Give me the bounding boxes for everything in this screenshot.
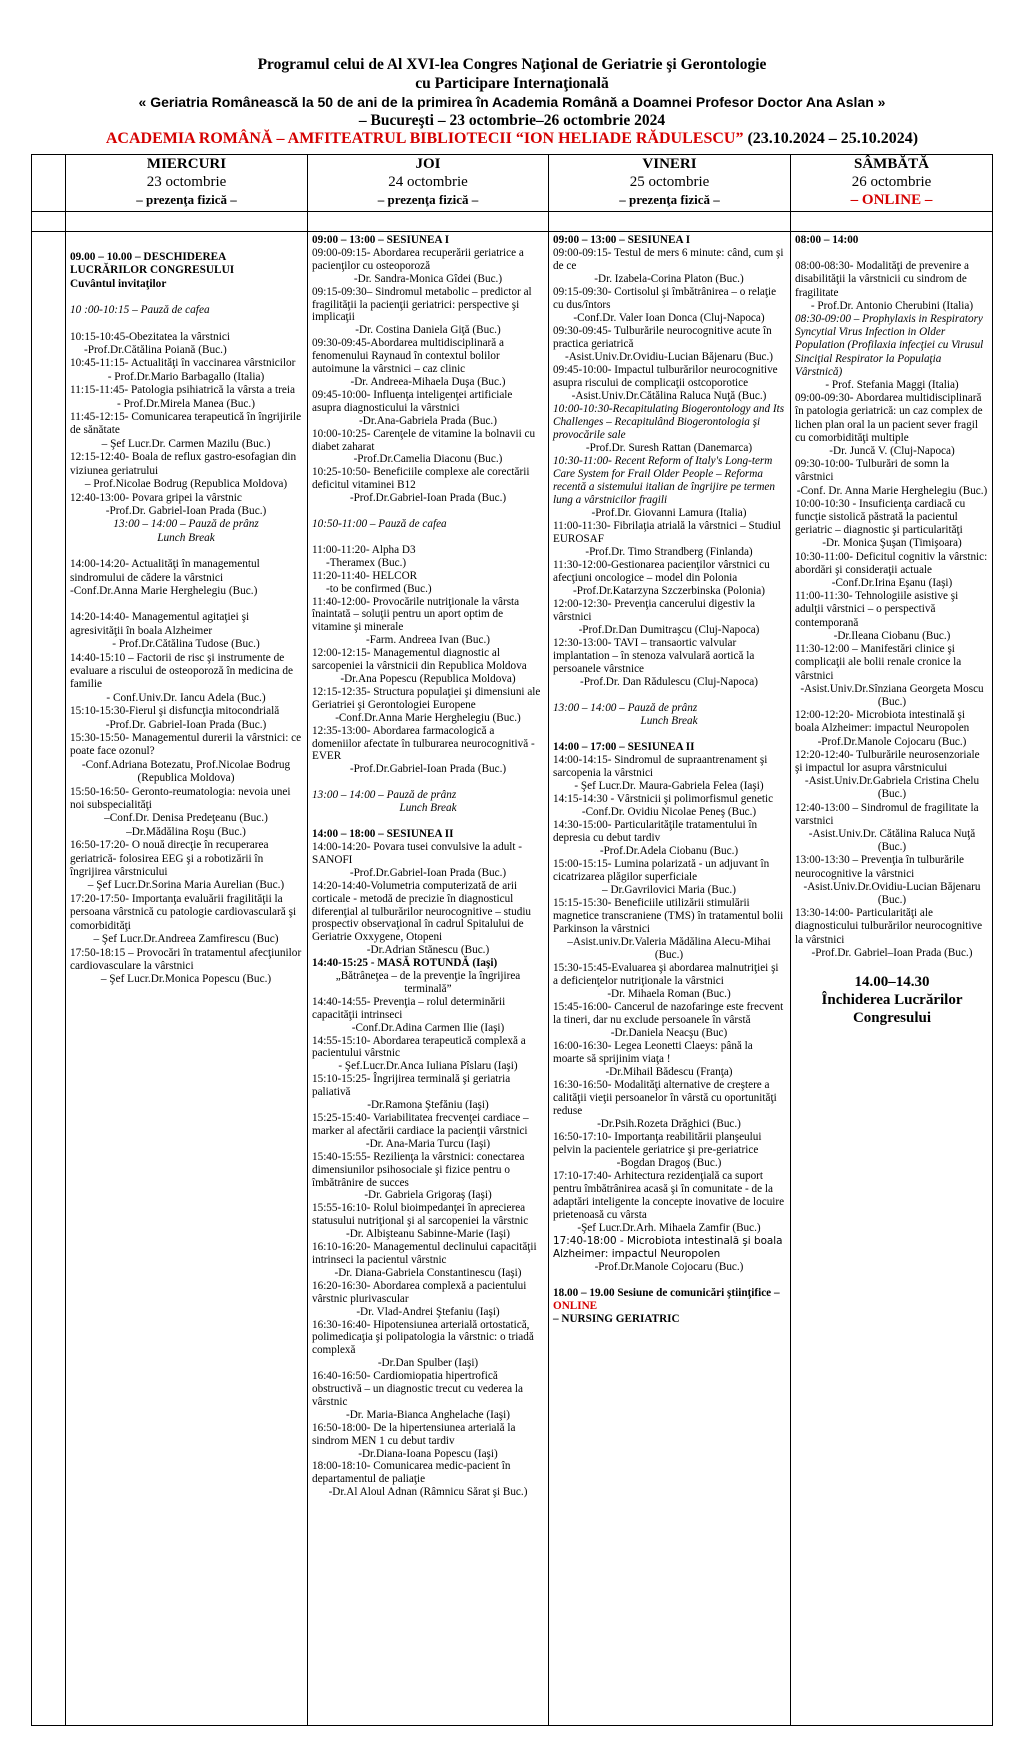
program-line: -Dr. Costina Daniela Giţă (Buc.) bbox=[355, 324, 501, 337]
program-line: 11:15-11:45- Patologia psihiatrică la vârsta a treia bbox=[70, 384, 296, 397]
program-line: -Conf.Dr.Irina Eşanu (Iaşi) bbox=[831, 577, 953, 590]
program-line: -Bogdan Dragoş (Buc.) bbox=[616, 1157, 722, 1169]
program-line: -to be confirmed (Buc.) bbox=[326, 582, 432, 595]
program-line: 15:15-15:30- Beneficiile utilizării stimulării magnetice transcraniene (TMS) în tratamentul bolii Parkinson la vârstnici bbox=[553, 897, 784, 935]
program-line: – NURSING GERIATRIC bbox=[553, 1313, 680, 1325]
program-line: – Prof.Nicolae Bodrug (Republica Moldova) bbox=[84, 478, 288, 491]
thursday-program bbox=[312, 234, 544, 1499]
program-line: – Şef Lucr.Dr.Monica Popescu (Buc.) bbox=[100, 973, 272, 986]
program-line: -Dr.Daniela Neacşu (Buc) bbox=[610, 1027, 728, 1039]
program-line: -Dr. Izabela-Corina Platon (Buc.) bbox=[594, 273, 744, 285]
program-table bbox=[31, 154, 993, 1726]
program-line: 14:00-14:20- Actualităţi în managementul sindromului de cădere la vârstnici bbox=[70, 558, 260, 584]
title-line-3: « Geriatria Românească la 50 de ani de la primirea în Academia Română a Doamnei Profesor Doctor Ana Aslan » bbox=[138, 94, 886, 110]
program-line: 09:30-09:45-Abordarea multidisciplinară a fenomenului Raynaud în contextul bolilor autoimune la vârstnici – caz clinic bbox=[312, 337, 504, 376]
venue-dates: (23.10.2024 – 25.10.2024) bbox=[743, 130, 919, 147]
program-line: 11:30-12:00 – Manifestări clinice şi complicaţii ale bolii renale cronice la vârstnici bbox=[795, 643, 962, 682]
program-line: -Prof.Dr.Cătălina Poiană (Buc.) bbox=[84, 344, 227, 357]
day-header-saturday: SÂMBĂTĂ 26 octombrie – ONLINE – bbox=[850, 156, 933, 208]
program-line: 10:30-11:00- Deficitul cognitiv la vârstnic: abordări şi consideraţii actuale bbox=[795, 550, 988, 576]
program-line: 17:10-17:40- Arhitectura rezidenţială ca suport pentru îmbătrânirea acasă şi în comunitate - de la adaptări inteligente la concepte inovative de locuire prietenoasă cu vârsta bbox=[553, 1170, 785, 1221]
program-line: 10:50-11:00 – Pauză de cafea bbox=[312, 518, 447, 531]
program-line: 12:40-13:00- Povara gripei la vârstnic bbox=[70, 491, 242, 504]
program-line: 10:00-10:25- Carenţele de vitamine la bolnavii cu diabet zaharat bbox=[312, 427, 536, 453]
program-line: -Prof.Dr.Manole Cojocaru (Buc.) bbox=[817, 735, 967, 748]
program-line: 09:15-09:30– Sindromul metabolic – predictor al fragilităţii la pacienţii geriatrici: perspective şi implicaţii bbox=[312, 285, 532, 324]
program-line: 16:20-16:30- Abordarea complexă a pacientului vârstnic plurivascular bbox=[312, 1279, 527, 1305]
program-line: -Prof.Dr.Dan Dumitraşcu (Cluj-Napoca) bbox=[578, 624, 760, 636]
program-line: -Conf.Adriana Botezatu, Prof.Nicolae Bodrug (Republica Moldova) bbox=[81, 758, 291, 785]
program-line: - Prof.Dr.Mario Barbagallo (Italia) bbox=[107, 370, 265, 383]
program-line: -Dr. Monica Şuşan (Timişoara) bbox=[822, 537, 962, 550]
program-line: -Farm. Andreea Ivan (Buc.) bbox=[366, 634, 490, 647]
program-line: -Dr.Ramona Ştefăniu (Iaşi) bbox=[367, 1099, 489, 1112]
program-line: 10:25-10:50- Beneficiile complexe ale corectării deficitul vitaminei B12 bbox=[312, 466, 530, 492]
program-line: –Asist.univ.Dr.Valeria Mădălina Alecu-Mihai (Buc.) bbox=[567, 936, 771, 961]
program-line: - Conf.Univ.Dr. Iancu Adela (Buc.) bbox=[106, 691, 266, 704]
program-line: 12:00-12:30- Prevenţia cancerului digestiv la vârstnici bbox=[553, 598, 755, 623]
program-line: 09.00 – 10.00 – DESCHIDEREA LUCRĂRILOR CONGRESULUI bbox=[70, 251, 235, 277]
program-line: 15:30-15:50- Managementul durerii la vârstnici: ce poate face ozonul? bbox=[70, 732, 302, 758]
page-header bbox=[0, 56, 1024, 149]
program-line: 12:00-12:15- Managementul diagnostic al sarcopeniei la vârstnicii din Republica Moldova bbox=[312, 647, 527, 673]
program-line: 16:30-16:50- Modalităţi alternative de creştere a calităţii vieţii persoanelor în vârstă cu oportunităţi reduse bbox=[553, 1079, 777, 1117]
program-line: 15:25-15:40- Variabilitatea frecvenţei cardiace – marker al afectării cardiace la pacienţii vârstnici bbox=[312, 1112, 529, 1137]
program-line: 11:20-11:40- HELCOR bbox=[312, 569, 418, 582]
program-line: -Dr.Diana-Ioana Popescu (Iaşi) bbox=[358, 1447, 498, 1460]
friday-program bbox=[553, 234, 785, 1326]
day-header-friday: VINERI 25 octombrie – prezenţa fizică – bbox=[619, 156, 720, 207]
column-divider bbox=[307, 155, 308, 1725]
program-line: -Conf.Dr.Adina Carmen Ilie (Iaşi) bbox=[351, 1021, 505, 1034]
program-line: -Conf.Dr. Valer Ioan Donca (Cluj-Napoca) bbox=[573, 312, 765, 324]
program-line: -Dr.Mihail Bădescu (Franţa) bbox=[605, 1066, 733, 1078]
day-header-thursday: JOI 24 octombrie – prezenţa fizică – bbox=[377, 156, 479, 207]
program-line: 09:00-09:15- Testul de mers 6 minute: când, cum şi de ce bbox=[553, 247, 784, 272]
program-line: -Asist.Univ.Dr.Ovidiu-Lucian Băjenaru (Buc.) bbox=[803, 880, 981, 906]
column-divider bbox=[65, 155, 66, 1725]
program-line: 17:40-18:00 - Microbiota intestinală şi boala Alzheimer: impactul Neuropolen bbox=[553, 1235, 783, 1260]
program-line: -Theramex (Buc.) bbox=[326, 556, 407, 569]
program-line: -Prof.Dr. Suresh Rattan (Danemarca) bbox=[585, 442, 753, 454]
program-line: –Conf.Dr. Denisa Predeţeanu (Buc.) bbox=[104, 812, 268, 825]
program-line: 08:00 – 14:00 bbox=[795, 234, 859, 246]
program-line: 10:30-11:00- Recent Reform of Italy's Long-term Care System for Frail Older People – Reforma recentă a sistemului italian de îngrijire pe termen lung a vârstnicilor fragili bbox=[553, 455, 775, 506]
program-line: -Dr. Andreea-Mihaela Duşa (Buc.) bbox=[350, 375, 506, 388]
program-line: -Dr. Maria-Bianca Anghelache (Iaşi) bbox=[345, 1408, 510, 1421]
program-line: -Şef Lucr.Dr.Arh. Mihaela Zamfir (Buc.) bbox=[577, 1222, 761, 1234]
program-line: -Dr.Adrian Stănescu (Buc.) bbox=[366, 944, 490, 957]
program-line: - Şef Lucr.Dr. Maura-Gabriela Felea (Iaşi) bbox=[574, 780, 764, 792]
title-line-1: Programul celui de Al XVI-lea Congres Naţional de Geriatrie şi Gerontologie bbox=[257, 56, 767, 73]
program-line: – Şef Lucr.Dr.Sorina Maria Aurelian (Buc.) bbox=[87, 879, 285, 892]
program-line: -Dr. Vlad-Andrei Ştefaniu (Iaşi) bbox=[356, 1305, 500, 1318]
program-line: 12:15-12:35- Structura populaţiei şi dimensiuni ale Geriatriei şi Gerontologiei Europene bbox=[312, 685, 541, 711]
title-line-2: cu Participare Internaţională bbox=[415, 74, 609, 92]
program-line: -Conf.Dr.Anna Marie Herghelegiu (Buc.) bbox=[70, 584, 258, 597]
program-line: -Dr. Mihaela Roman (Buc.) bbox=[607, 988, 731, 1000]
program-line: - Prof. Stefania Maggi (Italia) bbox=[825, 379, 959, 392]
program-line: 12:20-12:40- Tulburările neurosenzoriale şi impactul lor asupra vârstnicului bbox=[795, 748, 980, 774]
program-line: 15:00-15:15- Lumina polarizată - un adjuvant în cicatrizarea plăgilor superficiale bbox=[553, 858, 770, 883]
program-line: 16:30-16:40- Hipotensiunea arterială ortostatică, polimedicaţia şi polipatologia la vârstnic: o triadă complexă bbox=[312, 1318, 534, 1357]
program-line: 13:00 – 14:00 – Pauză de prânz bbox=[113, 518, 259, 531]
program-line: -Prof.Dr.Gabriel-Ioan Prada (Buc.) bbox=[349, 866, 507, 879]
program-line: 16:50-17:20- O nouă direcţie în recuperarea geriatrică- folosirea EEG şi a robotizării în îngrijirea vârstnicului bbox=[70, 839, 269, 879]
program-line: 18:00-18:10- Comunicarea medic-pacient în departamentul de paliaţie bbox=[312, 1460, 511, 1486]
program-line: -Conf.Dr. Ovidiu Nicolae Peneş (Buc.) bbox=[581, 806, 757, 818]
closing-time: 14.00–14.30 bbox=[854, 973, 930, 990]
program-line: -Asist.Univ.Dr.Ovidiu-Lucian Băjenaru (Buc.) bbox=[564, 351, 774, 363]
program-line: - Prof.Dr.Mirela Manea (Buc.) bbox=[116, 397, 256, 410]
program-line: 14:40-15:10 – Factorii de risc şi instrumente de evaluare a riscului de osteoporoză în medicina de familie bbox=[70, 651, 294, 691]
program-line: 09:00 – 13:00 – SESIUNEA I bbox=[553, 234, 691, 246]
program-line: 16:40-16:50- Cardiomiopatia hipertrofică obstructivă – un diagnostic trecut cu vederea la vârstnic bbox=[312, 1370, 523, 1408]
program-line: 13:00 – 14:00 – Pauză de prânz bbox=[312, 789, 457, 802]
program-line: Lunch Break bbox=[640, 715, 698, 727]
program-line: 15:55-16:10- Rolul bioimpedanţei în aprecierea statusului nutriţional şi al sarcopeniei la vârstnic bbox=[312, 1202, 529, 1228]
program-line: 16:50-17:10- Importanţa reabilitării planşeului pelvin la pacientele geriatrice şi pre-geriatrice bbox=[553, 1131, 762, 1156]
row-divider bbox=[32, 231, 992, 232]
program-line: -Prof.Dr.Adela Ciobanu (Buc.) bbox=[599, 845, 739, 857]
program-line: 14:20-14:40-Volumetria computerizată de arii corticale - metodă de precizie în diagnosticul diferenţial al tulburărilor neurocognitive – studiu prospectiv observaţional în cadrul Spitalului de Geriatrie Oxxygene, Otopeni bbox=[312, 879, 532, 944]
program-line: -Prof.Dr.Manole Cojocaru (Buc.) bbox=[594, 1261, 744, 1273]
program-line: Lunch Break bbox=[399, 802, 457, 815]
program-line: – Şef Lucr.Dr. Carmen Mazilu (Buc.) bbox=[101, 437, 271, 450]
program-line: -Prof.Dr.Katarzyna Szczerbinska (Polonia) bbox=[573, 585, 765, 597]
program-line: Cuvântul invitaţilor bbox=[70, 277, 167, 290]
closing-title: Închiderea Lucrărilor Congresului bbox=[821, 991, 963, 1026]
program-line: -Prof.Dr. Gabriel-Ioan Prada (Buc.) bbox=[105, 504, 267, 517]
program-line: 13:00-13:30 – Prevenţia în tulburările neurocognitive la vârstnici bbox=[795, 854, 965, 880]
online-label: ONLINE bbox=[553, 1300, 598, 1312]
program-line: -Dr. Ana-Maria Turcu (Iaşi) bbox=[365, 1137, 491, 1150]
program-line: 11:45-12:15- Comunicarea terapeutică în îngrijirile de sănătate bbox=[70, 411, 302, 437]
program-line: -Dr. Sandra-Monica Gîdei (Buc.) bbox=[353, 272, 503, 285]
program-line: 14:00 – 18:00 – SESIUNEA II bbox=[312, 828, 454, 841]
program-line: 17:20-17:50- Importanţa evaluării fragilităţii la persoana vârstnică cu patologie cardiovasculară şi comorbidităţi bbox=[70, 892, 297, 932]
program-line: -Dr. Albişteanu Sabinne-Marie (Iaşi) bbox=[345, 1228, 511, 1241]
program-line: -Asist.Univ.Dr. Cătălina Raluca Nuţă (Buc.) bbox=[808, 827, 976, 854]
program-line: 16:00-16:30- Legea Leonetti Claeys: până la moarte să sprijinim viaţa ! bbox=[553, 1040, 753, 1065]
program-line: 10:15-10:45-Obezitatea la vârstnici bbox=[70, 330, 230, 343]
program-line: 12:15-12:40- Boala de reflux gastro-esofagian din viziunea geriatrului bbox=[70, 451, 297, 477]
column-divider bbox=[790, 155, 791, 1725]
program-line: 09:15-09:30- Cortisolul şi îmbătrânirea – o relaţie cu dus/întors bbox=[553, 286, 777, 311]
program-line: 15:10-15:25- Îngrijirea terminală şi geriatria paliativă bbox=[312, 1073, 511, 1099]
program-line: 16:10-16:20- Managementul declinului capacităţii intrinseci la pacientul vârstnic bbox=[312, 1241, 537, 1266]
program-line: 09:00-09:30- Abordarea multidisciplinară în patologia geriatrică: un caz complex de lichen plan oral la un pacient sever fragil cu comorbidităţi multiple bbox=[795, 392, 983, 444]
program-line: -Dr. Diana-Gabriela Constantinescu (Iaşi) bbox=[334, 1266, 522, 1279]
program-line: 15:40-15:55- Rezilienţa la vârstnici: conectarea dimensiunilor psihosociale şi fizice pentru o îmbătrânire de succes bbox=[312, 1150, 525, 1189]
program-line: -Dr.Dan Spulber (Iaşi) bbox=[377, 1357, 479, 1370]
program-line: 08:00-08:30- Modalităţi de prevenire a disabilităţii la vârstnicii cu sindrom de fragilitate bbox=[795, 260, 969, 299]
program-line: 14:00-14:15- Sindromul de supraantrenament şi sarcopenia la vârstnici bbox=[553, 754, 768, 779]
saturday-program bbox=[795, 234, 989, 1027]
program-line: -Dr. Gabriela Grigoraş (Iaşi) bbox=[364, 1189, 492, 1202]
program-line: -Asist.Univ.Dr.Cătălina Raluca Nuţă (Buc.) bbox=[571, 390, 767, 402]
program-line: 14:00 – 17:00 – SESIUNEA II bbox=[553, 741, 695, 753]
program-line: 14:20-14:40- Managementul agitaţiei şi agresivităţii în boala Alzheimer bbox=[70, 611, 250, 637]
program-line: 10 :00-10:15 – Pauză de cafea bbox=[70, 304, 210, 317]
program-line: 12:35-13:00- Abordarea farmacologică a domeniilor afectate în tulburarea neurocognitivă - EVER bbox=[312, 724, 535, 763]
program-line: 09:30-09:45- Tulburările neurocognitive acute în practica geriatrică bbox=[553, 325, 772, 350]
wednesday-program bbox=[70, 251, 302, 987]
program-line: 15:10-15:30-Fierul şi disfuncţia mitocondrială bbox=[70, 705, 280, 718]
program-line: -Conf. Dr. Anna Marie Herghelegiu (Buc.) bbox=[796, 484, 988, 497]
program-line: 11:00-11:20- Alpha D3 bbox=[312, 543, 416, 556]
program-line: - Prof.Dr.Cătălina Tudose (Buc.) bbox=[112, 638, 260, 651]
program-line: 15:45-16:00- Cancerul de nazofaringe este frecvent la tineri, dar nu exclude persoanele în vârstă bbox=[553, 1001, 784, 1026]
program-line: 09:45-10:00- Impactul tulburărilor neurocognitive asupra riscului de complicaţii ostcoporotice bbox=[553, 364, 778, 389]
program-line: 14:15-14:30 - Vârstnicii şi polimorfismul genetic bbox=[553, 793, 774, 805]
program-line: 11:00-11:30- Tehnologiile asistive şi adulţii vârstnici – o perspectivă contemporană bbox=[795, 590, 959, 629]
program-line: 11:00-11:30- Fibrilaţia atrială la vârstnici – Studiul EUROSAF bbox=[553, 520, 781, 545]
venue-name: ACADEMIA ROMÂNĂ – AMFITEATRUL BIBLIOTECII “ION HELIADE RĂDULESCU” bbox=[105, 130, 744, 147]
program-line: 09:00 – 13:00 – SESIUNEA I bbox=[312, 234, 450, 246]
program-line: 09:45-10:00- Influenţa inteligenţei artificiale asupra diagnosticului la vârstnici bbox=[312, 388, 513, 414]
program-line: 13:30-14:00- Particularităţi ale diagnosticului tulburărilor neurocognitive la vârstnici bbox=[795, 907, 983, 946]
program-line: 15:30-15:45-Evaluarea şi abordarea malnutriţiei şi a deficienţelor nutriţionale la vârstnici bbox=[553, 962, 779, 987]
program-line: – Şef Lucr.Dr.Andreea Zamfirescu (Buc) bbox=[93, 933, 279, 946]
program-line: -Dr.Ileana Ciobanu (Buc.) bbox=[833, 629, 951, 642]
program-line: 18.00 – 19.00 Sesiune de comunicări ştiinţifice – bbox=[553, 1287, 780, 1299]
program-line: -Prof.Dr. Gabriel–Ioan Prada (Buc.) bbox=[811, 946, 973, 959]
program-line: 10:45-11:15- Actualităţi în vaccinarea vârstnicilor bbox=[70, 357, 296, 370]
program-line: 09:30-10:00- Tulburări de somn la vârstnici bbox=[795, 458, 950, 484]
program-line: -Asist.Univ.Dr.Sînziana Georgeta Moscu (Buc.) bbox=[800, 682, 984, 708]
program-line: 17:50-18:15 – Provocări în tratamentul afecţiunilor cardiovasculare la vârstnici bbox=[70, 946, 302, 972]
program-line: 12:00-12:20- Microbiota intestinală şi boala Alzheimer: impactul Neuropolen bbox=[795, 709, 970, 735]
program-line: 12:30-13:00- TAVI – transaortic valvular implantation – în stenoza valvulară aortică la persoanele vârstnice bbox=[553, 637, 755, 675]
day-header-wednesday: MIERCURI 23 octombrie – prezenţa fizică – bbox=[136, 156, 237, 207]
program-line: -Prof.Dr. Giovanni Lamura (Italia) bbox=[591, 507, 747, 519]
program-line: -Dr. Juncă V. (Cluj-Napoca) bbox=[829, 445, 955, 458]
program-line: 11:40-12:00- Provocările nutriţionale la vârsta înaintată – soluţii pentru un aport optim de vitamine şi minerale bbox=[312, 595, 520, 634]
program-line: 13:00 – 14:00 – Pauză de prânz bbox=[553, 702, 698, 714]
program-line: -Dr.Ana Popescu (Republica Moldova) bbox=[340, 673, 516, 685]
program-line: 14:00-14:20- Povara tusei convulsive la adult - SANOFI bbox=[312, 840, 523, 866]
program-line: - Prof.Dr. Antonio Cherubini (Italia) bbox=[810, 299, 974, 312]
program-line: 14:40-14:55- Prevenţia – rolul determinării capacităţii intrinseci bbox=[312, 995, 506, 1021]
program-line: -Prof.Dr. Dan Rădulescu (Cluj-Napoca) bbox=[579, 676, 759, 688]
program-line: -Dr.Psih.Rozeta Drăghici (Buc.) bbox=[597, 1118, 741, 1130]
program-line: 14:55-15:10- Abordarea terapeutică complexă a pacientului vârstnic bbox=[312, 1034, 526, 1060]
program-line: Lunch Break bbox=[157, 531, 215, 544]
program-line: -Prof.Dr.Camelia Diaconu (Buc.) bbox=[353, 453, 503, 466]
program-line: 09:00-09:15- Abordarea recuperării geriatrice a pacienţilor cu osteoporoză bbox=[312, 246, 524, 272]
program-line: -Prof.Dr. Timo Strandberg (Finlanda) bbox=[585, 546, 753, 558]
program-line: - Şef.Lucr.Dr.Anca Iuliana Pîslaru (Iaşi) bbox=[338, 1060, 518, 1073]
program-line: 14:30-15:00- Particularităţile tratamentului în depresia cu debut tardiv bbox=[553, 819, 758, 844]
program-line: -Dr.Ana-Gabriela Prada (Buc.) bbox=[359, 414, 497, 427]
venue-line bbox=[0, 130, 1024, 149]
program-line: „Bătrâneţea – de la prevenţie la îngrijirea terminală” bbox=[335, 970, 521, 995]
program-line: 08:30-09:00 – Prophylaxis in Respiratory Syncytial Virus Infection in Older Population (Profilaxia infecţiei cu Virusul Sinciţial Respirator la Populaţia Vârstnică) bbox=[795, 313, 984, 378]
program-line: – Dr.Gavrilovici Maria (Buc.) bbox=[602, 884, 736, 896]
row-divider bbox=[32, 211, 992, 212]
program-line: 10:00-10:30 - Insuficienţa cardiacă cu funcţie sistolică păstrată la pacientul geriatric – diagnostic şi particularităţi bbox=[795, 497, 966, 537]
program-line: -Asist.Univ.Dr.Gabriela Cristina Chelu (Buc.) bbox=[804, 775, 980, 801]
program-line: -Prof.Dr.Gabriel-Ioan Prada (Buc.) bbox=[349, 763, 507, 776]
program-line: -Prof.Dr. Gabriel-Ioan Prada (Buc.) bbox=[105, 718, 267, 731]
column-divider bbox=[548, 155, 549, 1725]
program-line: –Dr.Mădălina Roşu (Buc.) bbox=[126, 825, 246, 838]
program-line: -Conf.Dr.Anna Marie Herghelegiu (Buc.) bbox=[335, 711, 521, 724]
program-line: -Dr.Al Aloul Adnan (Râmnicu Sărat şi Buc.) bbox=[328, 1486, 528, 1499]
program-line: 14:40-15:25 - MASĂ ROTUNDĂ (Iaşi) bbox=[312, 957, 498, 970]
title-line-4: – Bucureşti – 23 octombrie–26 octombrie 2024 bbox=[358, 111, 666, 129]
program-line: 15:50-16:50- Geronto-reumatologia: nevoia unei noi subspecialităţi bbox=[70, 785, 291, 812]
program-line: 10:00-10:30-Recapitulating Biogerontology and Its Challenges – Recapitulând Biogerontologia şi provocările sale bbox=[553, 403, 785, 441]
program-line: 11:30-12:00-Gestionarea pacienţilor vârstnici cu afecţiuni oncologice – model din Polonia bbox=[553, 559, 770, 584]
program-line: 16:50-18:00- De la hipertensiunea arterială la sindrom MEN 1 cu debut tardiv bbox=[312, 1421, 516, 1447]
program-line: -Prof.Dr.Gabriel-Ioan Prada (Buc.) bbox=[349, 492, 507, 505]
program-line: 12:40-13:00 – Sindromul de fragilitate la varstnici bbox=[795, 801, 979, 827]
